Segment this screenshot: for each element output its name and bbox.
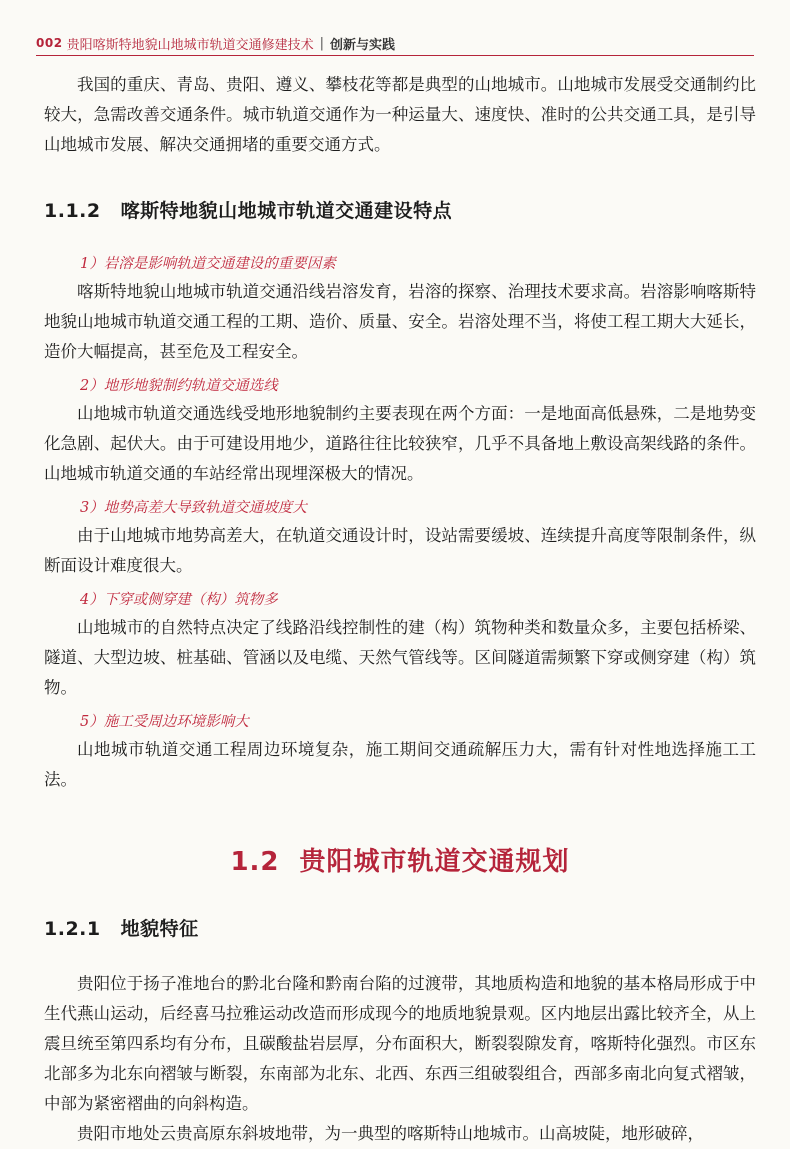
section-heading-1-1-2 [44,196,756,223]
section-number: 1.2 [230,847,280,877]
item-paragraph-2: 山地城市轨道交通选线受地形地貌制约主要表现在两个方面：一是地面高低悬殊，二是地势变化急剧、起伏大。由于可建设用地少，道路往往比较狭窄，几乎不具备地上敷设高架线路的条件。山地城市轨道交通的车站经常出现埋深极大的情况。 [44,404,756,483]
page-number: 002 [36,36,63,50]
item-heading-3: 3）地势高差大导致轨道交通坡度大 [80,500,307,516]
section-number: 1.1.2 [44,200,101,222]
intro-paragraph: 我国的重庆、青岛、贵阳、遵义、攀枝花等都是典型的山地城市。山地城市发展受交通制约比较大，急需改善交通条件。城市轨道交通作为一种运量大、速度快、准时的公共交通工具，是引导山地城市发展、解决交通拥堵的重要交通方式。 [44,75,756,154]
body-paragraph: 贵阳市地处云贵高原东斜坡地带，为一典型的喀斯特山地城市。山高坡陡，地形破碎， [77,1124,704,1143]
page-body [44,70,756,1149]
item-heading-2: 2）地形地貌制约轨道交通选线 [80,378,278,394]
section-number: 1.2.1 [44,918,101,940]
running-header [36,33,395,53]
book-title: 贵阳喀斯特地貌山地城市轨道交通修建技术 [66,37,314,53]
item-heading-4: 4）下穿或侧穿建（构）筑物多 [80,592,278,608]
section-heading-1-2-1 [44,914,756,941]
item-paragraph-4: 山地城市的自然特点决定了线路沿线控制性的建（构）筑物种类和数量众多，主要包括桥梁、隧道、大型边坡、桩基础、管涵以及电缆、天然气管线等。区间隧道需频繁下穿或侧穿建（构）筑物。 [44,618,756,697]
item-paragraph-3: 由于山地城市地势高差大，在轨道交通设计时，设站需要缓坡、连续提升高度等限制条件，纵断面设计难度很大。 [44,526,756,575]
item-paragraph-5: 山地城市轨道交通工程周边环境复杂，施工期间交通疏解压力大，需有针对性地选择施工工法。 [44,740,756,789]
chapter-section-heading-1-2 [44,841,756,878]
book-subtitle: 创新与实践 [329,37,395,53]
section-title: 地貌特征 [120,918,199,940]
item-heading-1: 1）岩溶是影响轨道交通建设的重要因素 [80,256,336,272]
item-paragraph-1: 喀斯特地貌山地城市轨道交通沿线岩溶发育，岩溶的探察、治理技术要求高。岩溶影响喀斯特地貌山地城市轨道交通工程的工期、造价、质量、安全。岩溶处理不当，将使工程工期大大延长，造价大幅提高，甚至危及工程安全。 [44,282,756,361]
header-divider [36,55,754,56]
item-heading-5: 5）施工受周边环境影响大 [80,714,249,730]
body-paragraph: 贵阳位于扬子准地台的黔北台隆和黔南台陷的过渡带，其地质构造和地貌的基本格局形成于中生代燕山运动，后经喜马拉雅运动改造而形成现今的地质地貌景观。区内地层出露比较齐全，从上震旦统至第四系均有分布，且碳酸盐岩层厚，分布面积大，断裂裂隙发育，喀斯特化强烈。市区东北部多为北东向褶皱与断裂，东南部为北东、北西、东西三组破裂组合，西部多南北向复式褶皱，中部为紧密褶曲的向斜构造。 [44,974,756,1113]
header-separator: | [319,35,324,51]
section-title: 贵阳城市轨道交通规划 [299,847,570,877]
section-title: 喀斯特地貌山地城市轨道交通建设特点 [120,200,453,222]
